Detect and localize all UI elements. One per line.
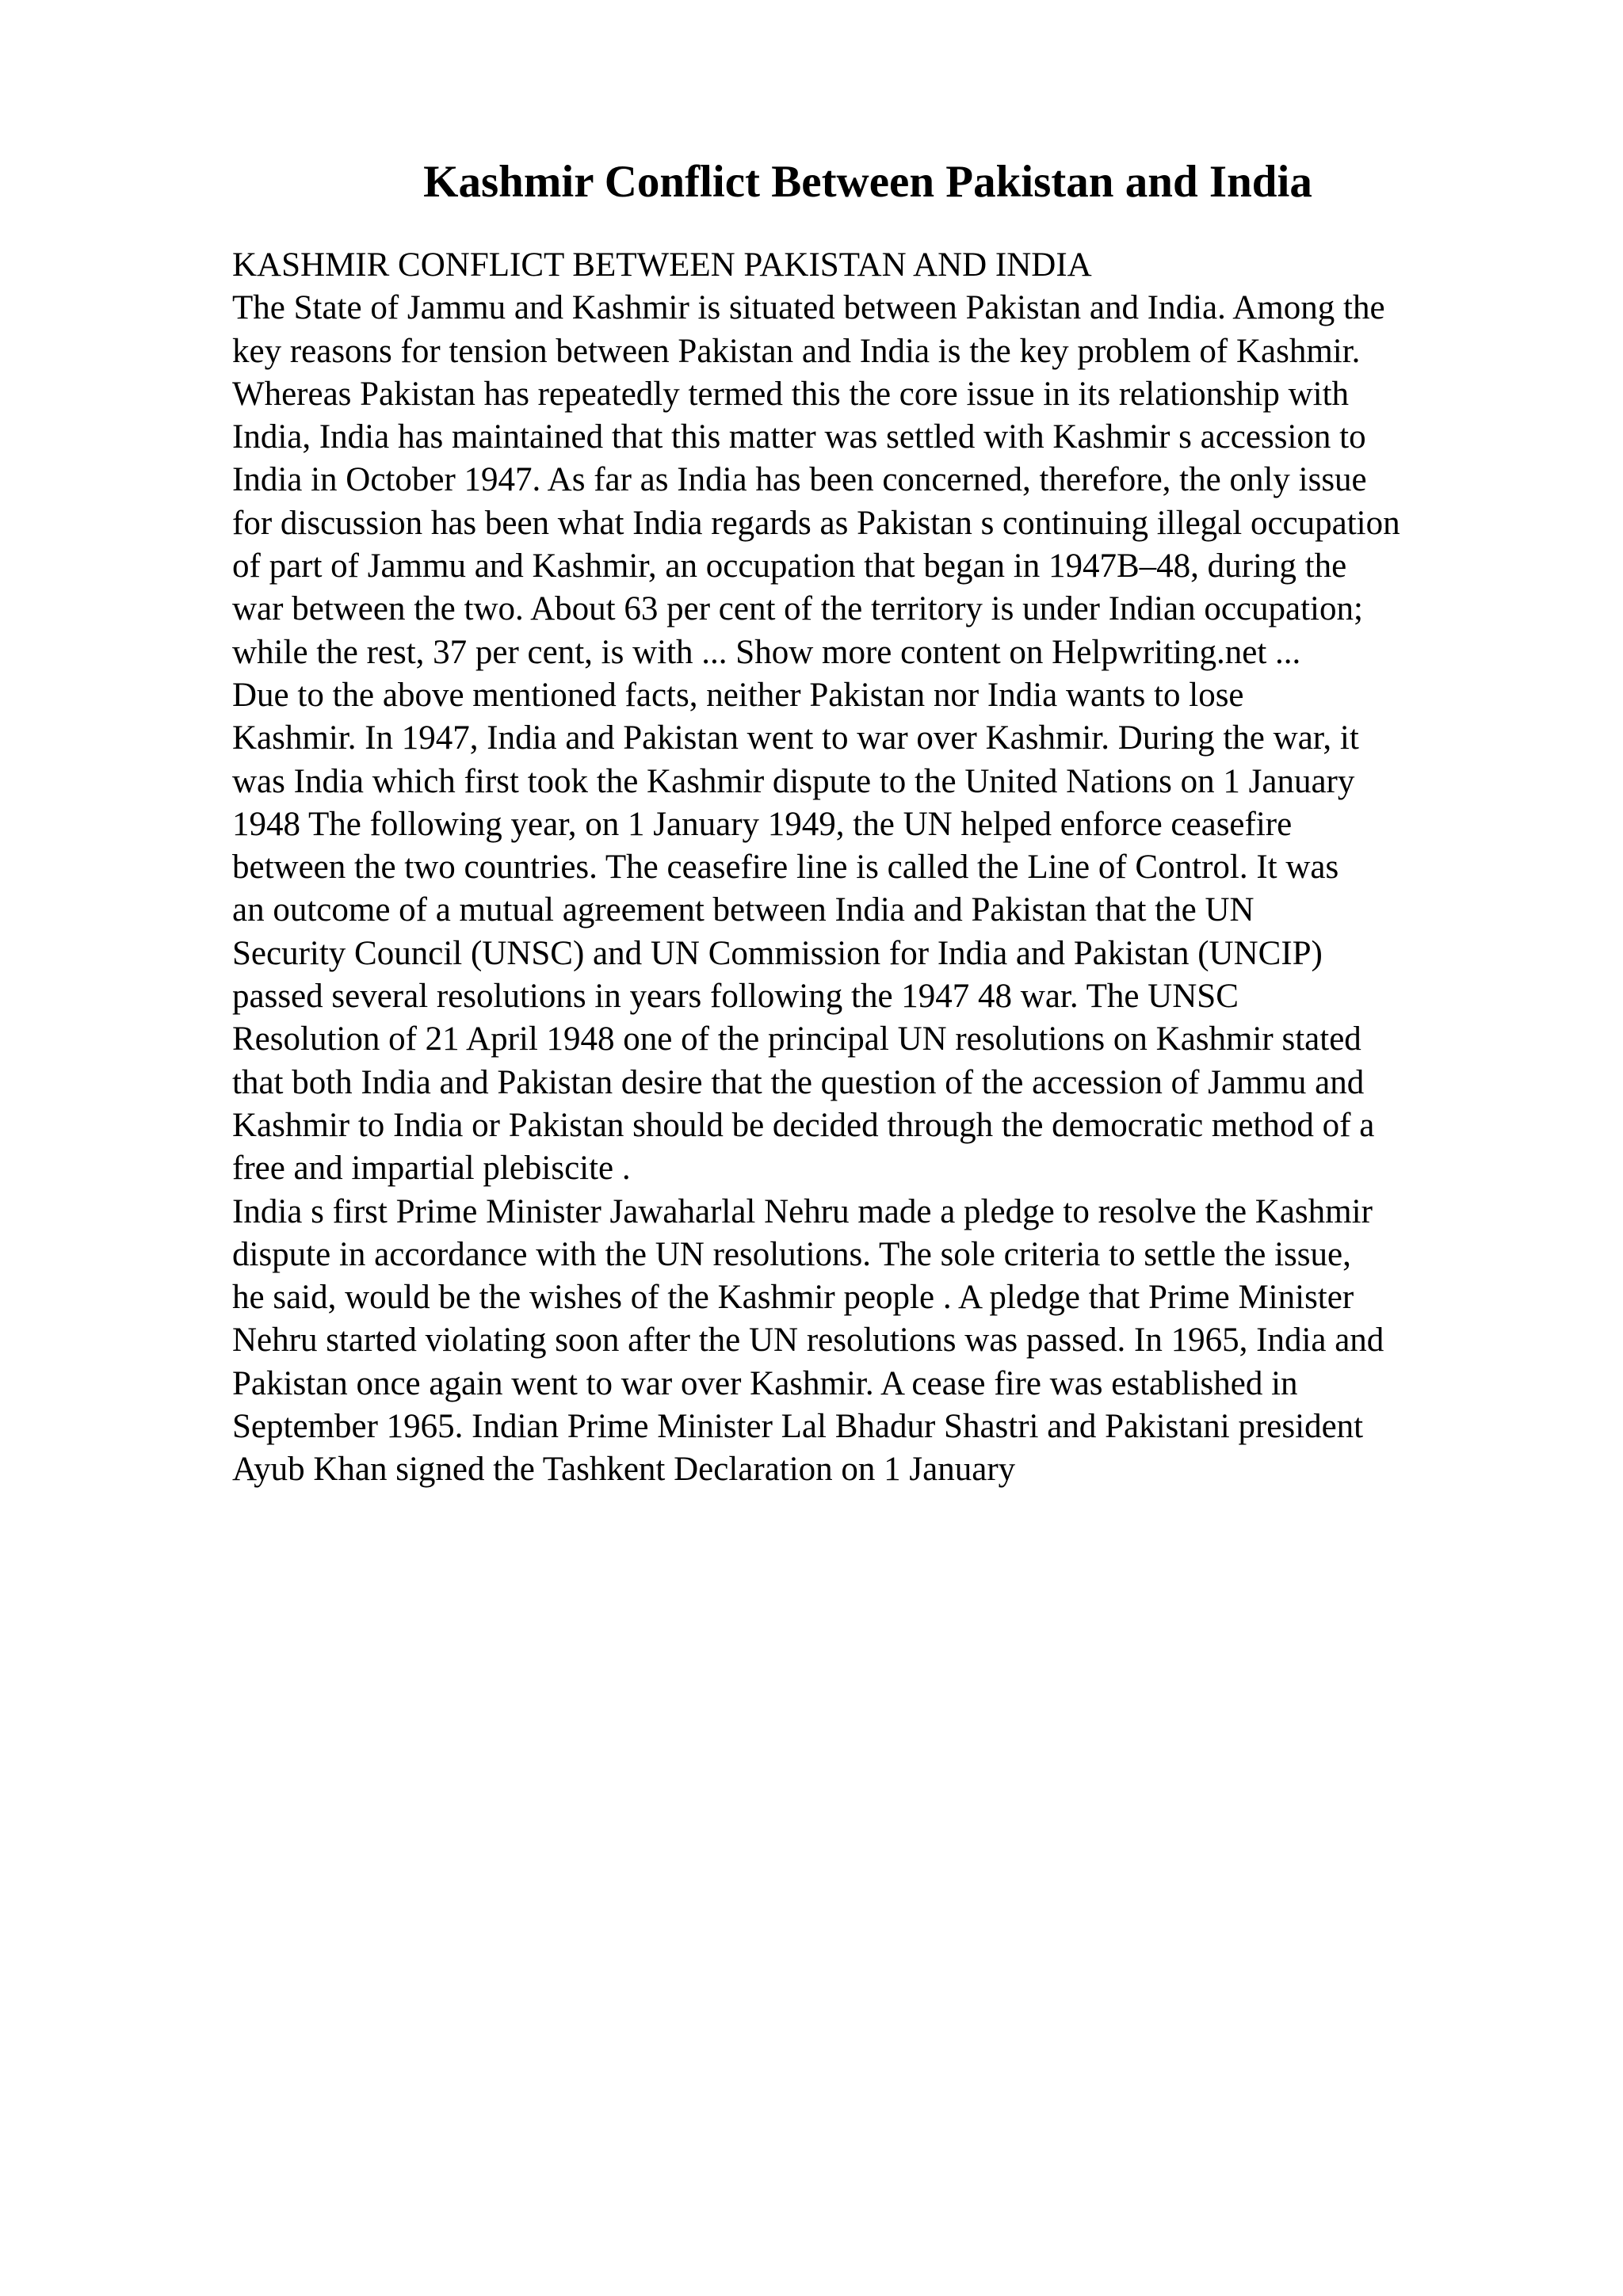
body-line: 1948 The following year, on 1 January 1949, the UN helped enforce ceasefire xyxy=(232,805,1293,843)
body-line: Nehru started violating soon after the UN resolutions was passed. In 1965, India and xyxy=(232,1322,1384,1360)
document-body xyxy=(232,244,1595,1492)
body-line: September 1965. Indian Prime Minister Lal Bhadur Shastri and Pakistani president xyxy=(232,1408,1364,1446)
body-line: between the two countries. The ceasefire line is called the Line of Control. It was xyxy=(232,849,1339,887)
body-line: of part of Jammu and Kashmir, an occupation that began in 1947B–48, during the xyxy=(232,547,1347,585)
body-line: free and impartial plebiscite . xyxy=(232,1150,631,1188)
body-line: war between the two. About 63 per cent of the territory is under Indian occupation; xyxy=(232,590,1363,628)
body-line: Security Council (UNSC) and UN Commission for India and Pakistan (UNCIP) xyxy=(232,934,1323,972)
body-line: while the rest, 37 per cent, is with ... Show more content on Helpwriting.net ... xyxy=(232,633,1301,671)
body-line: India, India has maintained that this matter was settled with Kashmir s accession to xyxy=(232,418,1366,456)
body-line: that both India and Pakistan desire that the question of the accession of Jammu and xyxy=(232,1063,1365,1101)
body-line: Resolution of 21 April 1948 one of the principal UN resolutions on Kashmir stated xyxy=(232,1020,1361,1058)
body-line: he said, would be the wishes of the Kashmir people . A pledge that Prime Minister xyxy=(232,1279,1354,1317)
body-line: for discussion has been what India regards as Pakistan s continuing illegal occupation xyxy=(232,504,1400,542)
body-line: an outcome of a mutual agreement between India and Pakistan that the UN xyxy=(232,891,1254,929)
body-line: Kashmir to India or Pakistan should be decided through the democratic method of a xyxy=(232,1106,1375,1144)
body-line: Ayub Khan signed the Tashkent Declaration on 1 January xyxy=(232,1451,1016,1489)
body-line: key reasons for tension between Pakistan and India is the key problem of Kashmir. xyxy=(232,332,1361,370)
body-line: The State of Jammu and Kashmir is situated between Pakistan and India. Among the xyxy=(232,289,1385,327)
body-line: Pakistan once again went to war over Kashmir. A cease fire was established in xyxy=(232,1364,1298,1402)
body-line: Due to the above mentioned facts, neither Pakistan nor India wants to lose xyxy=(232,676,1244,714)
body-line: Whereas Pakistan has repeatedly termed this the core issue in its relationship with xyxy=(232,375,1350,413)
body-line: passed several resolutions in years following the 1947 48 war. The UNSC xyxy=(232,978,1239,1016)
body-line: Kashmir. In 1947, India and Pakistan went to war over Kashmir. During the war, it xyxy=(232,719,1359,757)
body-line: KASHMIR CONFLICT BETWEEN PAKISTAN AND INDIA xyxy=(232,246,1092,284)
document-title: Kashmir Conflict Between Pakistan and India xyxy=(423,157,1312,207)
body-line: was India which first took the Kashmir dispute to the United Nations on 1 January xyxy=(232,762,1355,800)
body-line: India s first Prime Minister Jawaharlal Nehru made a pledge to resolve the Kashmir xyxy=(232,1192,1373,1230)
body-line: dispute in accordance with the UN resolutions. The sole criteria to settle the issue, xyxy=(232,1235,1351,1273)
body-line: India in October 1947. As far as India has been concerned, therefore, the only issue xyxy=(232,461,1367,499)
